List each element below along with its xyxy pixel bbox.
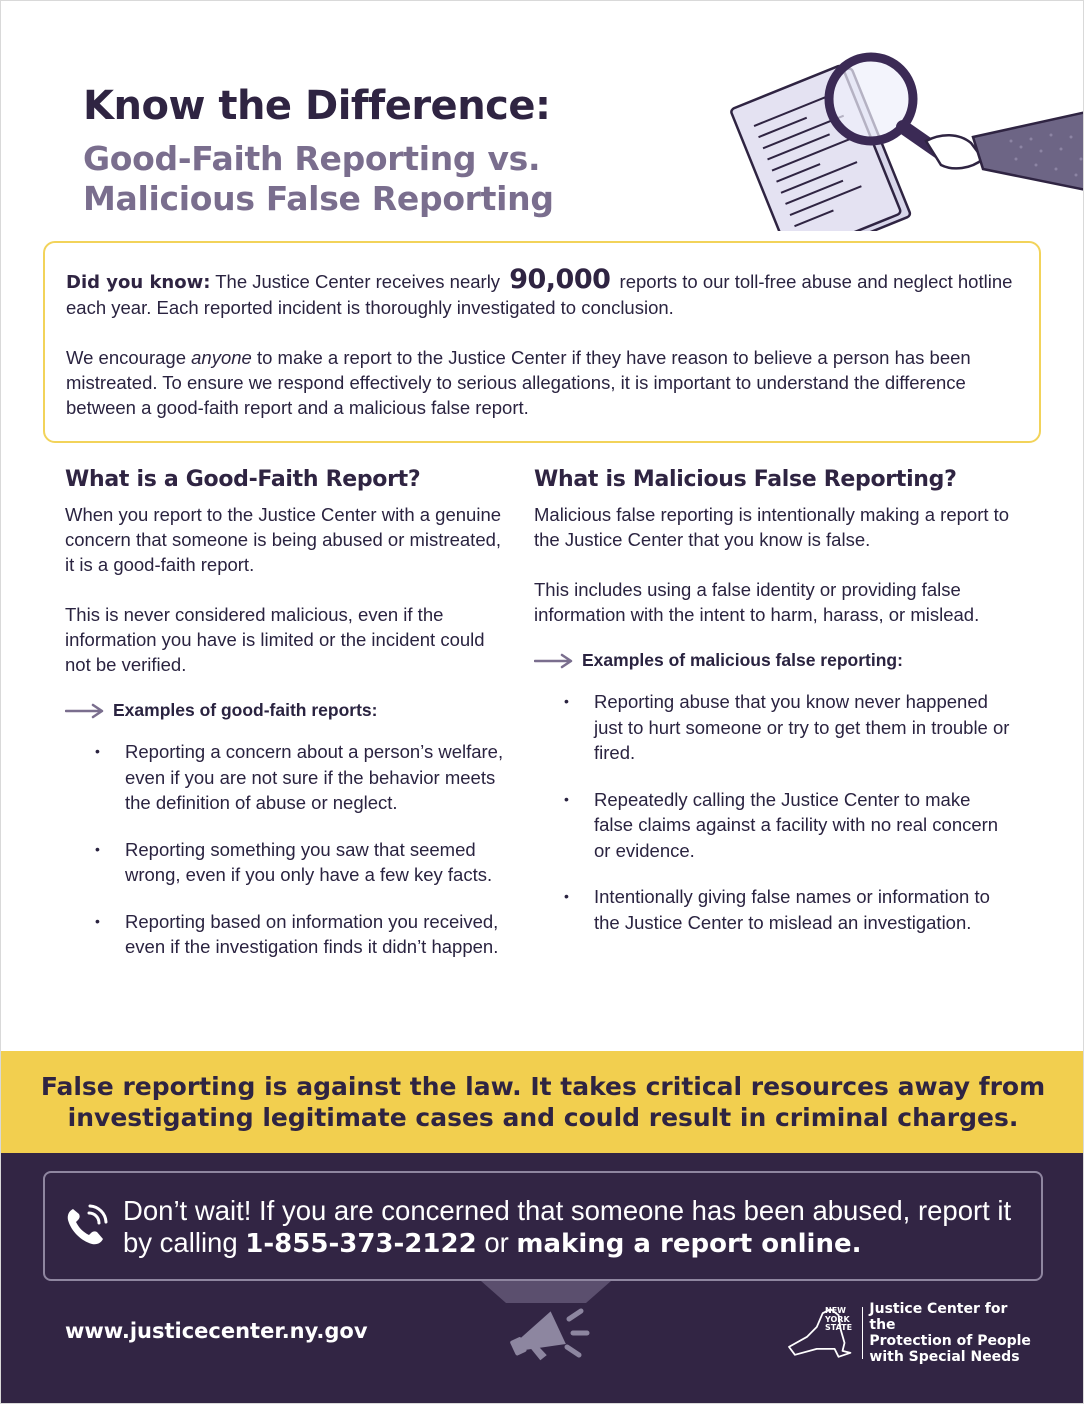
good-faith-examples-text: Examples of good-faith reports: <box>113 700 378 720</box>
malicious-examples-text: Examples of malicious false reporting: <box>582 650 903 670</box>
arrow-right-icon <box>65 703 105 719</box>
list-item <box>564 884 1014 935</box>
website-url[interactable]: www.justicecenter.ny.gov <box>65 1319 368 1343</box>
footer <box>1 1153 1084 1404</box>
did-you-know-box <box>43 241 1041 443</box>
logo-divider <box>862 1307 863 1359</box>
subtitle-line-2: Malicious False Reporting <box>83 179 554 218</box>
list-item-text: Intentionally giving false names or information to the Justice Center to mislead an investigation. <box>594 886 990 933</box>
organization-name <box>869 1301 1037 1365</box>
report-count: 90,000 <box>509 264 611 295</box>
malicious-p1: Malicious false reporting is intentionally making a report to the Justice Center that you know is false. <box>534 504 1010 550</box>
call-to-action-box <box>43 1171 1043 1281</box>
nys-line-2: YORK <box>825 1314 850 1324</box>
magnifying-glass-document-illustration <box>721 41 1084 231</box>
did-you-know-text-before: The Justice Center receives nearly <box>215 271 501 292</box>
did-you-know-paragraph <box>66 264 1018 320</box>
megaphone-icon <box>481 1281 631 1381</box>
bullet-icon: • <box>564 888 569 904</box>
did-you-know-text-after: reports to our toll-free abuse and neglect hotline each year. Each reported incident is thoroughly investigated to conclusion. <box>66 271 1013 318</box>
malicious-p2: This includes using a false identity or providing false information with the intent to harm, harass, or mislead. <box>534 579 980 625</box>
encourage-emphasis: anyone <box>191 347 252 368</box>
list-item <box>564 787 1014 864</box>
list-item-text: Repeatedly calling the Justice Center to make false claims against a facility with no real concern or evidence. <box>594 788 999 861</box>
encourage-text-after: to make a report to the Justice Center if they have reason to believe a person has been mistreated. To ensure we respond effectively to serious allegations, it is important to understand the difference between a good-faith report and a malicious false report. <box>66 347 971 418</box>
phone-icon <box>63 1203 109 1249</box>
arrow-right-icon <box>534 653 574 669</box>
bullet-icon: • <box>564 790 569 807</box>
list-item-text: Reporting a concern about a person’s welfare, even if you are not sure if the behavior meets the definition of abuse or neglect. <box>125 741 504 813</box>
list-item <box>564 689 1014 766</box>
good-faith-p1: When you report to the Justice Center with a genuine concern that someone is being abused or mistreated, it is a good-faith report. <box>65 504 502 575</box>
encourage-text-before: We encourage <box>66 347 186 368</box>
malicious-list <box>534 689 1014 935</box>
malicious-examples-label <box>534 650 1014 671</box>
bullet-icon: • <box>95 912 100 929</box>
bullet-icon: • <box>95 743 100 759</box>
call-or-text: or <box>484 1227 509 1258</box>
subtitle-line-1: Good-Faith Reporting vs. <box>83 139 541 178</box>
good-faith-examples-label <box>65 700 515 721</box>
org-line-3: with Special Needs <box>869 1349 1020 1365</box>
report-online-link[interactable]: making a report online. <box>516 1229 862 1259</box>
page-title: Know the Difference: <box>83 83 551 129</box>
banner-bold-text: False reporting is against the law. <box>40 1072 522 1101</box>
justice-center-logo <box>787 1303 1037 1363</box>
malicious-heading: What is Malicious False Reporting? <box>534 467 957 492</box>
did-you-know-lead: Did you know: <box>66 272 211 293</box>
bullet-icon: • <box>95 840 100 857</box>
banner-text: It takes critical resources away from investigating legitimate cases and could result in criminal charges. <box>67 1072 1046 1132</box>
malicious-column <box>534 467 1014 956</box>
hotline-phone-number[interactable]: 1-855-373-2122 <box>245 1229 477 1259</box>
encourage-paragraph <box>66 345 1018 420</box>
call-text: Don’t wait! If you are concerned that someone has been abused, report it by calling <box>123 1195 1012 1258</box>
false-reporting-banner <box>1 1051 1084 1153</box>
list-item-text: Reporting something you saw that seemed wrong, even if you only have a few key facts. <box>125 838 493 885</box>
nys-line-3: STATE <box>825 1323 853 1332</box>
new-york-state-label <box>825 1307 852 1333</box>
list-item <box>95 739 515 816</box>
page-subtitle <box>83 139 683 219</box>
good-faith-p2: This is never considered malicious, even if the information you have is limited or the incident could not be verified. <box>65 604 485 675</box>
list-item-text: Reporting abuse that you know never happened just to hurt someone or try to get them in trouble or fired. <box>594 691 1010 763</box>
good-faith-heading: What is a Good-Faith Report? <box>65 467 421 492</box>
list-item <box>95 909 515 960</box>
bullet-icon: • <box>564 693 569 709</box>
org-line-2: Protection of People <box>869 1333 1031 1349</box>
good-faith-column <box>65 467 515 981</box>
list-item-text: Reporting based on information you received, even if the investigation finds it didn’t happen. <box>125 910 499 957</box>
nys-line-1: NEW <box>825 1306 846 1315</box>
org-line-1: Justice Center for the <box>869 1301 1008 1333</box>
good-faith-list <box>65 739 515 960</box>
list-item <box>95 837 515 888</box>
